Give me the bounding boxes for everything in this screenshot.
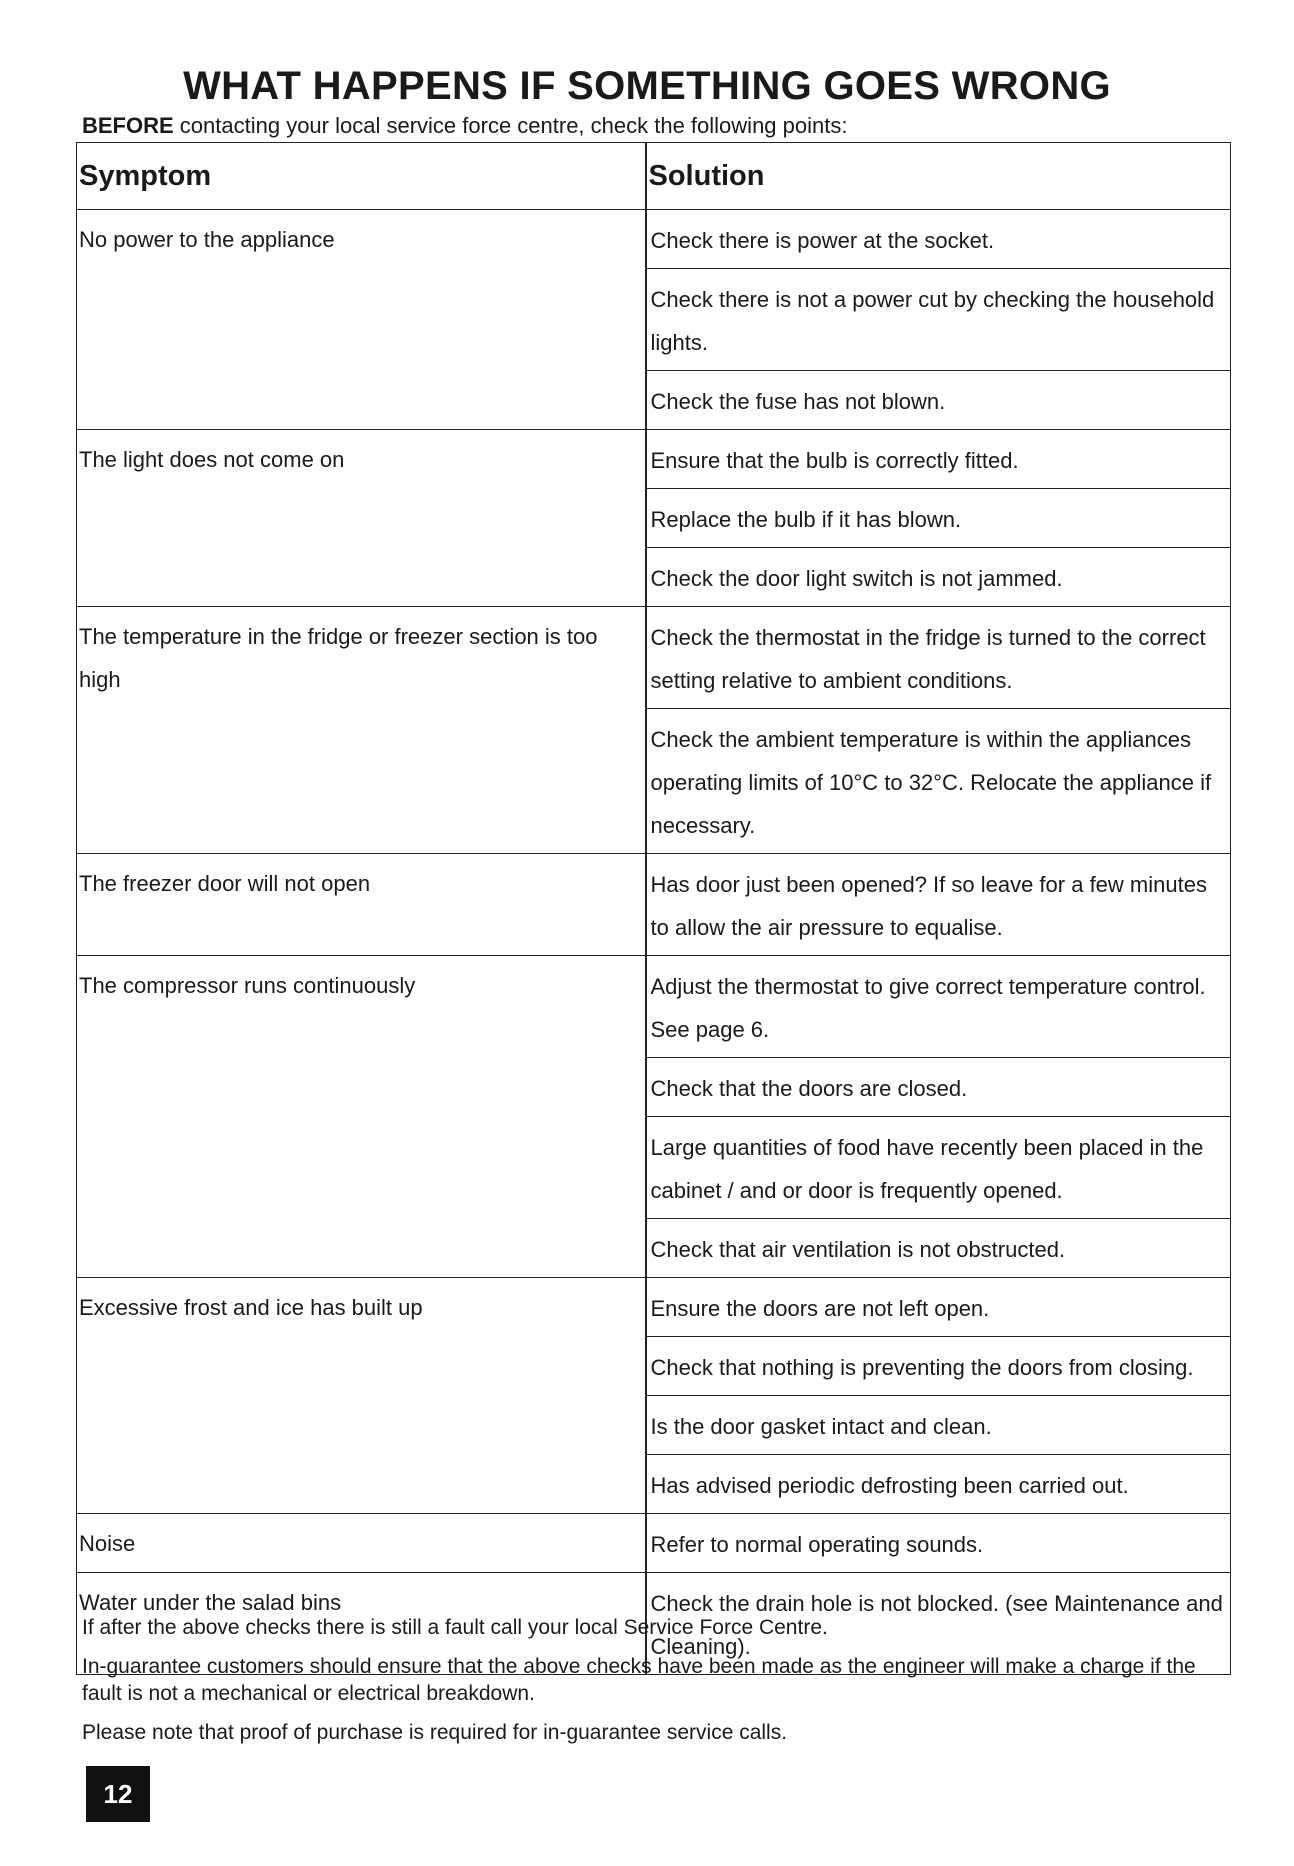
solution-item: Check that nothing is preventing the doors from closing. (647, 1337, 1231, 1396)
solution-cell (646, 956, 1231, 1278)
solution-item: Is the door gasket intact and clean. (647, 1396, 1231, 1455)
troubleshooting-table (76, 142, 1231, 1675)
solution-item: Has advised periodic defrosting been carried out. (650, 1473, 1129, 1498)
symptom-cell (77, 1278, 646, 1514)
symptom-text: Water under the salad bins (79, 1590, 342, 1615)
table-body (77, 210, 1231, 1675)
solution-item: Ensure that the bulb is correctly fitted. (647, 430, 1231, 489)
table-header-row (77, 143, 1231, 210)
column-header-symptom: Symptom (77, 143, 646, 210)
solution-item: Check that air ventilation is not obstructed. (650, 1237, 1066, 1262)
solution-cell (646, 1278, 1231, 1514)
symptom-text: The temperature in the fridge or freezer section is too high (79, 624, 598, 692)
solution-item: Check the thermostat in the fridge is turned to the correct setting relative to ambient conditions. (647, 607, 1231, 709)
table-row (77, 210, 1231, 430)
footer-note: In-guarantee customers should ensure that the above checks have been made as the engineer will make a charge if the fault is not a mechanical or electrical breakdown. (82, 1655, 1196, 1705)
symptom-text: The light does not come on (79, 447, 345, 472)
solution-item: Refer to normal operating sounds. (650, 1532, 984, 1557)
table-row (77, 956, 1231, 1278)
solution-item: Replace the bulb if it has blown. (647, 489, 1231, 548)
solution-item: Check the drain hole is not blocked. (see Maintenance and Cleaning). (650, 1591, 1223, 1659)
column-header-solution: Solution (646, 143, 1231, 210)
symptom-text: No power to the appliance (79, 227, 335, 252)
symptom-cell (77, 607, 646, 854)
symptom-cell (77, 956, 646, 1278)
symptom-text: Excessive frost and ice has built up (79, 1295, 423, 1320)
symptom-cell (77, 210, 646, 430)
solution-item: Check the door light switch is not jammed. (650, 566, 1063, 591)
solution-item: Check there is power at the socket. (647, 210, 1231, 269)
table-row (77, 1278, 1231, 1514)
page-number: 12 (86, 1766, 150, 1822)
solution-item: Check that the doors are closed. (647, 1058, 1231, 1117)
solution-cell (646, 854, 1231, 956)
solution-item: Large quantities of food have recently been placed in the cabinet / and or door is frequently opened. (647, 1117, 1231, 1219)
intro-text (82, 112, 847, 140)
footer-note: Please note that proof of purchase is required for in-guarantee service calls. (82, 1721, 788, 1744)
solution-item: Check the fuse has not blown. (650, 389, 946, 414)
solution-item: Check there is not a power cut by checking the household lights. (647, 269, 1231, 371)
page-title: WHAT HAPPENS IF SOMETHING GOES WRONG (183, 64, 1111, 108)
intro-bold: BEFORE (82, 113, 174, 138)
table-row (77, 430, 1231, 607)
table-row (77, 607, 1231, 854)
table-row (77, 854, 1231, 956)
solution-item: Ensure the doors are not left open. (647, 1278, 1231, 1337)
symptom-cell (77, 854, 646, 956)
symptom-cell (77, 430, 646, 607)
table-row (77, 1514, 1231, 1573)
solution-cell (646, 1514, 1231, 1573)
solution-item: Has door just been opened? If so leave for a few minutes to allow the air pressure to equalise. (650, 872, 1207, 940)
symptom-cell (77, 1514, 646, 1573)
solution-item: Adjust the thermostat to give correct temperature control. See page 6. (647, 956, 1231, 1058)
solution-cell (646, 607, 1231, 854)
solution-cell (646, 430, 1231, 607)
intro-rest: contacting your local service force centre, check the following points: (173, 113, 848, 138)
symptom-text: The compressor runs continuously (79, 973, 416, 998)
symptom-text: The freezer door will not open (79, 871, 371, 896)
symptom-text: Noise (79, 1531, 136, 1556)
footer-note: If after the above checks there is still a fault call your local Service Force Centre. (82, 1616, 828, 1639)
solution-item: Check the ambient temperature is within the appliances operating limits of 10°C to 32°C. Relocate the appliance if necessary. (650, 727, 1212, 838)
solution-cell (646, 210, 1231, 430)
footer-notes (82, 1614, 1232, 1758)
